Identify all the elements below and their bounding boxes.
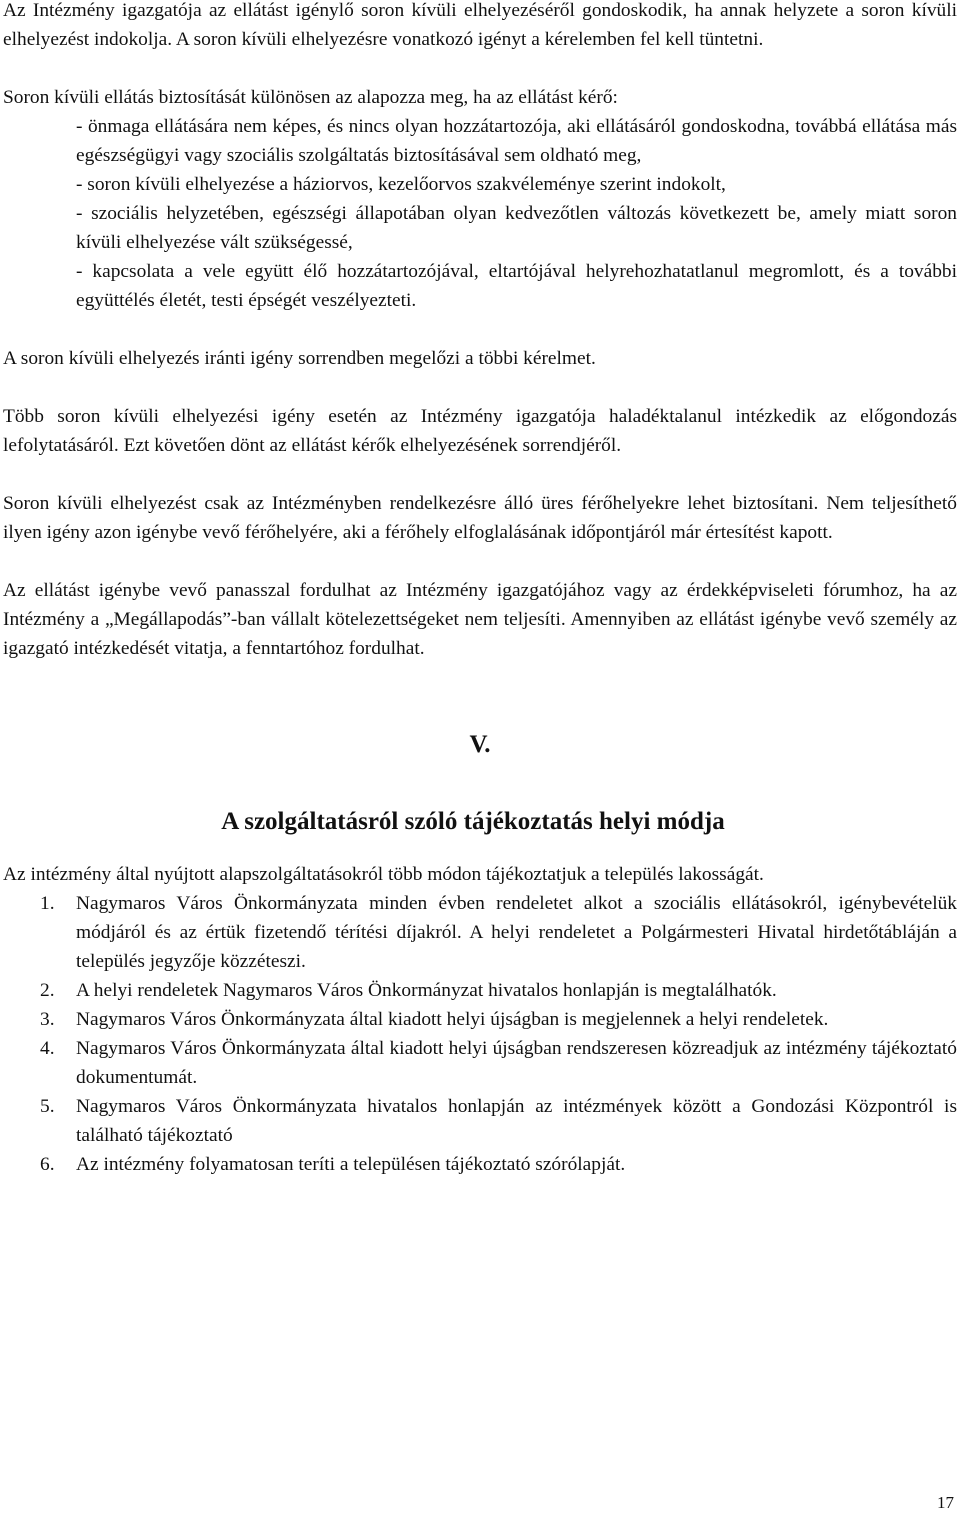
paragraph-conditions-intro: Soron kívüli ellátás biztosítását különösen az alapozza meg, ha az ellátást kérő:	[3, 87, 618, 108]
list-item	[40, 1092, 957, 1150]
list-item-text: Nagymaros Város Önkormányzata hivatalos honlapján az intézmények között a Gondozási Központról is található tájékoztató	[76, 1096, 957, 1146]
paragraph-precedence: A soron kívüli elhelyezés iránti igény sorrendben megelőzi a többi kérelmet.	[3, 348, 596, 369]
document-page	[3, 0, 957, 1179]
condition-item: - kapcsolata a vele együtt élő hozzátartozójával, eltartójával helyrehozhatatlanul megromlott, és a további együttélés életét, testi épségét veszélyezteti.	[76, 261, 957, 311]
list-item-text: Nagymaros Város Önkormányzata által kiadott helyi újságban is megjelennek a helyi rendeletek.	[76, 1009, 829, 1030]
condition-item: - soron kívüli elhelyezése a háziorvos, kezelőorvos szakvéleménye szerint indokolt,	[76, 174, 726, 195]
section-number: V.	[469, 731, 491, 758]
paragraph-section-intro: Az intézmény által nyújtott alapszolgáltatásokról több módon tájékoztatjuk a település lakosságát.	[3, 864, 764, 885]
list-item	[40, 1005, 957, 1034]
list-item-number: 6.	[40, 1154, 55, 1175]
paragraph-multiple-requests: Több soron kívüli elhelyezési igény esetén az Intézmény igazgatója haladéktalanul intézkedik az előgondozás lefolytatásáról. Ezt követően dönt az ellátást kérők elhelyezésének sorrendjéről.	[3, 406, 957, 456]
paragraph-free-places: Soron kívüli elhelyezést csak az Intézményben rendelkezésre álló üres férőhelyekre lehet biztosítani. Nem teljesíthető ilyen igény azon igénybe vevő férőhelyére, aki a férőhely elfoglalásának időpontjáról már értesítést kapott.	[3, 493, 957, 543]
conditions-list	[3, 112, 957, 315]
list-item-text: Nagymaros Város Önkormányzata által kiadott helyi újságban rendszeresen közreadjuk az intézmény tájékoztató dokumentumát.	[76, 1038, 957, 1088]
condition-item: - szociális helyzetében, egészségi állapotában olyan kedvezőtlen változás következett be, amely miatt soron kívüli elhelyezése vált szükségessé,	[76, 203, 957, 253]
list-item	[40, 976, 957, 1005]
list-item	[40, 1034, 957, 1092]
list-item-text: Nagymaros Város Önkormányzata minden évben rendeletet alkot a szociális ellátásokról, igénybevételük módjáról és az értük fizetendő térítési díjakról. A helyi rendeletet a Polgármesteri Hivatal hirdetőtábláján a település jegyzője közzéteszi.	[76, 893, 957, 972]
list-item-number: 2.	[40, 980, 55, 1001]
section-title: A szolgáltatásról szóló tájékoztatás helyi módja	[221, 808, 725, 835]
list-item-number: 3.	[40, 1009, 55, 1030]
list-item-number: 4.	[40, 1038, 55, 1059]
condition-item: - önmaga ellátására nem képes, és nincs olyan hozzátartozója, aki ellátásáról gondoskodna, továbbá ellátása más egészségügyi vagy szociális szolgáltatás biztosításával sem oldható meg,	[76, 116, 957, 166]
list-item-number: 5.	[40, 1096, 55, 1117]
information-methods-list	[3, 889, 957, 1179]
list-item-number: 1.	[40, 893, 55, 914]
list-item	[40, 1150, 957, 1179]
paragraph-complaints: Az ellátást igénybe vevő panasszal fordulhat az Intézmény igazgatójához vagy az érdekképviseleti fórumhoz, ha az Intézmény a „Megállapodás”-ban vállalt kötelezettségeket nem teljesíti. Amennyiben az ellátást igénybe vevő személy az igazgató intézkedését vitatja, a fenntartóhoz fordulhat.	[3, 580, 957, 659]
list-item-text: Az intézmény folyamatosan teríti a településen tájékoztató szórólapját.	[76, 1154, 626, 1175]
list-item	[40, 889, 957, 976]
page-number: 17	[937, 1493, 954, 1512]
list-item-text: A helyi rendeletek Nagymaros Város Önkormányzat hivatalos honlapján is megtalálhatók.	[76, 980, 777, 1001]
paragraph-priority-placement: Az Intézmény igazgatója az ellátást igénylő soron kívüli elhelyezéséről gondoskodik, ha annak helyzete a soron kívüli elhelyezést indokolja. A soron kívüli elhelyezésre vonatkozó igényt a kérelemben fel kell tüntetni.	[3, 0, 957, 50]
